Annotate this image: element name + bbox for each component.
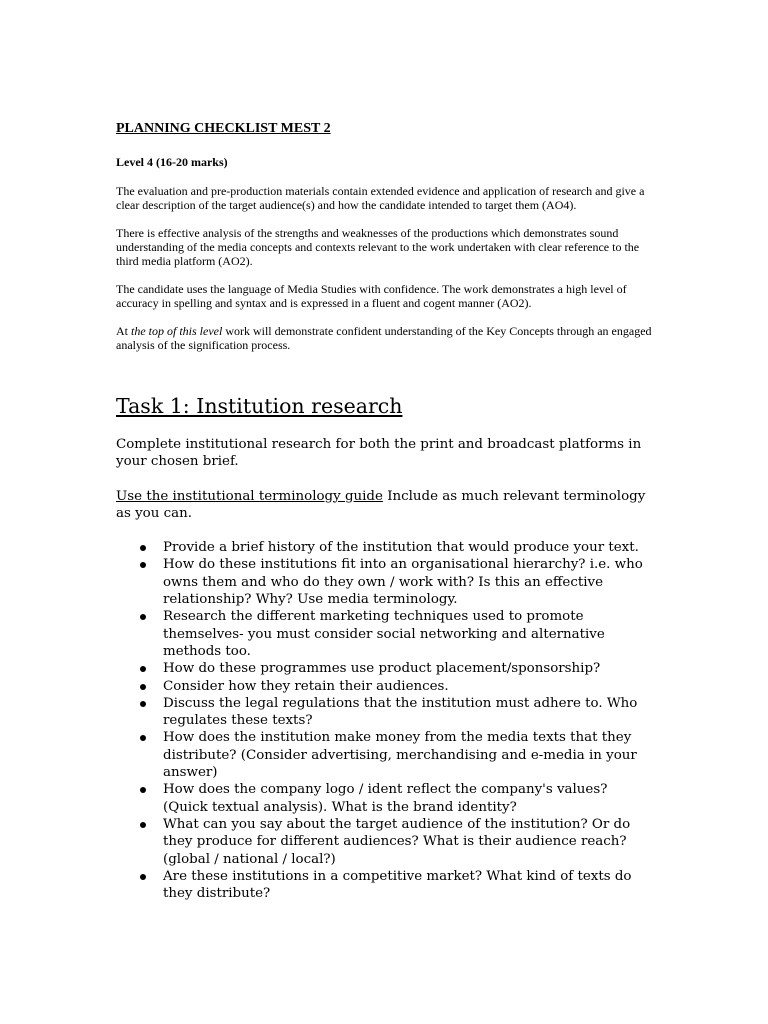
bullet-icon [140,545,146,551]
list-item [116,695,656,730]
bullet-icon [140,874,146,880]
criteria-paragraph: The evaluation and pre-production materials contain extended evidence and application of research and give a clear description of the target audience(s) and how the candidate intended to target them (AO4). [116,184,645,212]
list-item-text: What can you say about the target audience of the institution? Or do they produce for different audiences? What is their audience reach? (global / national / local?) [163,816,631,867]
bullet-icon [140,787,146,793]
list-item [116,816,656,868]
bullet-icon [140,684,146,690]
task-title: Task 1: Institution research [116,394,403,418]
bullet-icon [140,614,146,620]
list-item-text: How do these programmes use product placement/sponsorship? [163,661,601,677]
list-item [116,729,656,781]
task-checklist [116,539,656,902]
list-item [116,556,656,608]
bullet-icon [140,666,146,672]
list-item-text: Consider how they retain their audiences. [163,678,449,694]
criteria-paragraph: The candidate uses the language of Media Studies with confidence. The work demonstrates a high level of accuracy in spelling and syntax and is expressed in a fluent and cogent manner (AO2). [116,282,627,310]
bullet-icon [140,735,146,741]
final-italic: the top of this level [131,324,223,338]
criteria-paragraph: There is effective analysis of the strengths and weaknesses of the productions which demonstrates sound understanding of the media concepts and contexts relevant to the work undertaken with clear reference to the third media platform (AO2). [116,226,640,268]
checklist-title: PLANNING CHECKLIST MEST 2 [116,121,331,136]
list-item-text: How does the institution make money from the media texts that they distribute? (Consider advertising, merchandising and e-media in your answer) [163,730,637,781]
bullet-icon [140,701,146,707]
terminology-guide-line [116,488,656,523]
terminology-guide-rest: Include as much relevant terminology as you can. [116,488,646,521]
bullet-icon [140,822,146,828]
terminology-guide-link[interactable]: Use the institutional terminology guide [116,488,383,504]
list-item-text: Discuss the legal regulations that the institution must adhere to. Who regulates these texts? [163,695,638,729]
bullet-icon [140,562,146,568]
task-intro: Complete institutional research for both the print and broadcast platforms in your chosen brief. [116,437,642,470]
list-item [116,868,656,903]
criteria-paragraph-final [116,324,656,352]
list-item-text: How do these institutions fit into an organisational hierarchy? i.e. who owns them and who do they own / work with? Is this an effective relationship? Why? Use media terminology. [163,557,643,608]
list-item [116,608,656,660]
list-item-text: Are these institutions in a competitive market? What kind of texts do they distribute? [163,868,632,902]
list-item-text: Research the different marketing techniques used to promote themselves- you must consider social networking and alternative methods too. [163,609,605,659]
list-item-text: How does the company logo / ident reflect the company's values? (Quick textual analysis). What is the brand identity? [163,782,608,815]
list-item [116,539,656,556]
list-item [116,660,656,677]
level-heading: Level 4 (16-20 marks) [116,155,228,169]
list-item [116,781,656,816]
list-item-text: Provide a brief history of the institution that would produce your text. [163,540,639,556]
final-suffix: work will demonstrate confident understanding of the Key Concepts through an engaged analysis of the signification process. [116,324,652,352]
document-page [116,120,656,902]
list-item [116,678,656,695]
final-prefix: At [116,324,131,338]
